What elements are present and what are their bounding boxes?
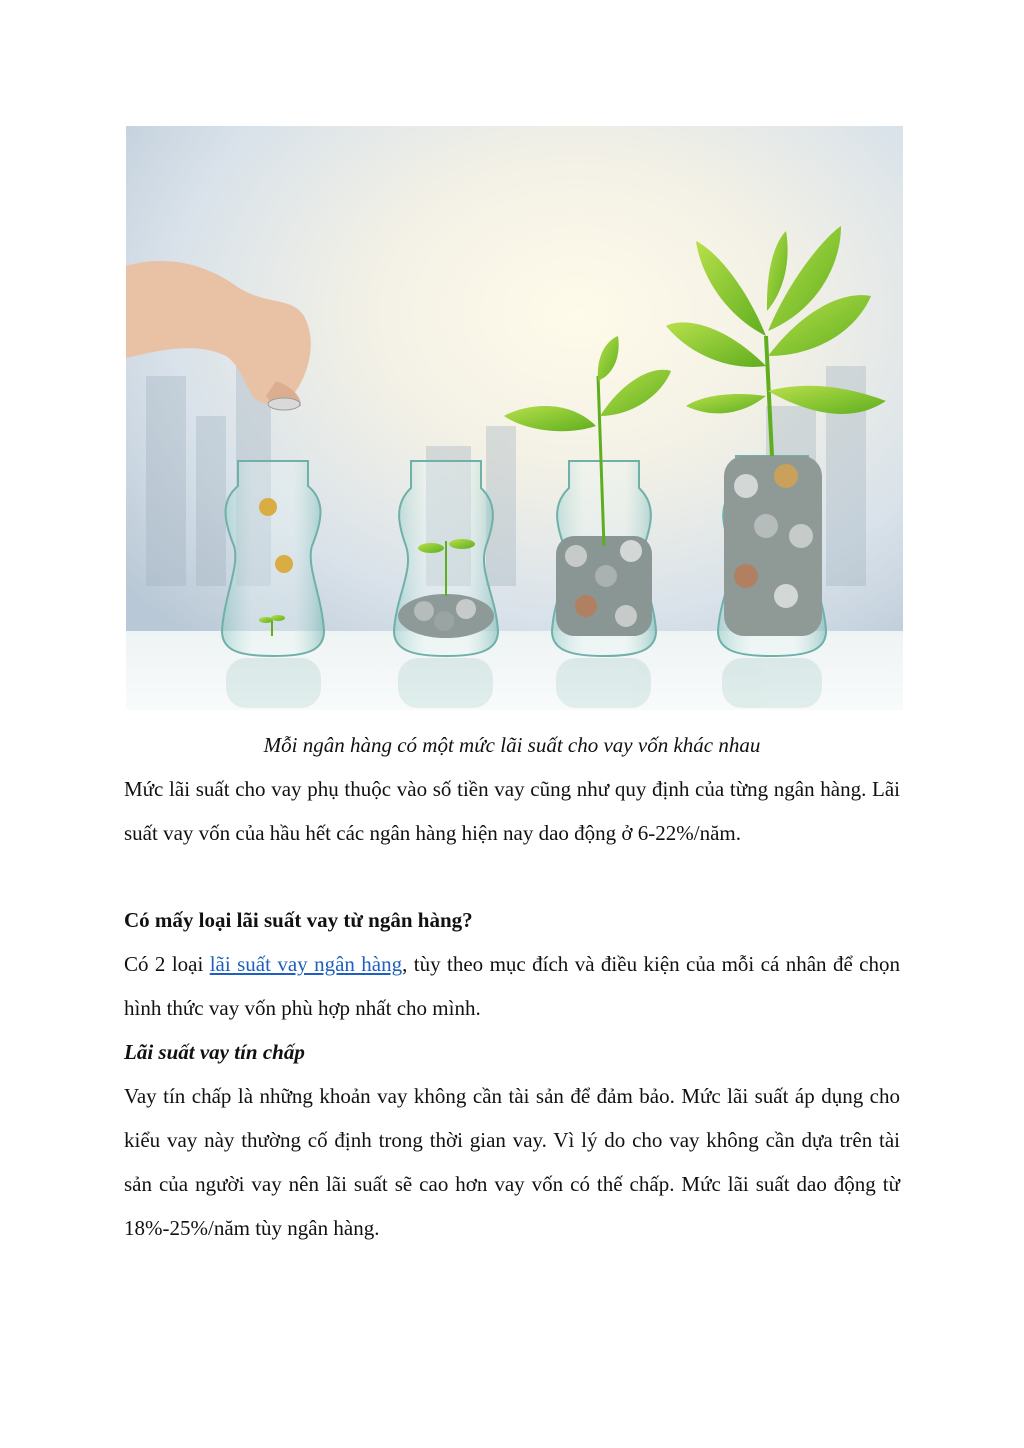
section-heading-loan-types: Có mấy loại lãi suất vay từ ngân hàng? — [124, 908, 473, 932]
bank-loan-interest-link[interactable]: lãi suất vay ngân hàng — [209, 952, 403, 976]
money-jars-illustration — [126, 126, 903, 710]
subsection-heading-unsecured-loan: Lãi suất vay tín chấp — [124, 1040, 305, 1064]
paragraph-loan-types — [124, 942, 900, 1030]
paragraph-unsecured-loan: Vay tín chấp là những khoản vay không cần tài sản để đảm bảo. Mức lãi suất áp dụng cho kiểu vay này thường cố định trong thời gian vay. Vì lý do cho vay không cần dựa trên tài sản của người vay nên lãi suất sẽ cao hơn vay vốn có thế chấp. Mức lãi suất dao động từ 18%-25%/năm tùy ngân hàng. — [124, 1084, 900, 1240]
money-jars-photo — [126, 126, 903, 710]
paragraph-text-segment: , tùy theo mục đích và điều kiện của mỗi cá nhân để chọn hình thức vay vốn phù hợp nhất cho mình. — [124, 952, 900, 1020]
figure-caption: Mỗi ngân hàng có một mức lãi suất cho vay vốn khác nhau — [263, 733, 761, 757]
paragraph-text-segment: Có 2 loại — [124, 952, 210, 976]
paragraph-interest-rate-intro: Mức lãi suất cho vay phụ thuộc vào số tiền vay cũng như quy định của từng ngân hàng. Lãi suất vay vốn của hầu hết các ngân hàng hiện nay dao động ở 6-22%/năm. — [124, 777, 900, 845]
